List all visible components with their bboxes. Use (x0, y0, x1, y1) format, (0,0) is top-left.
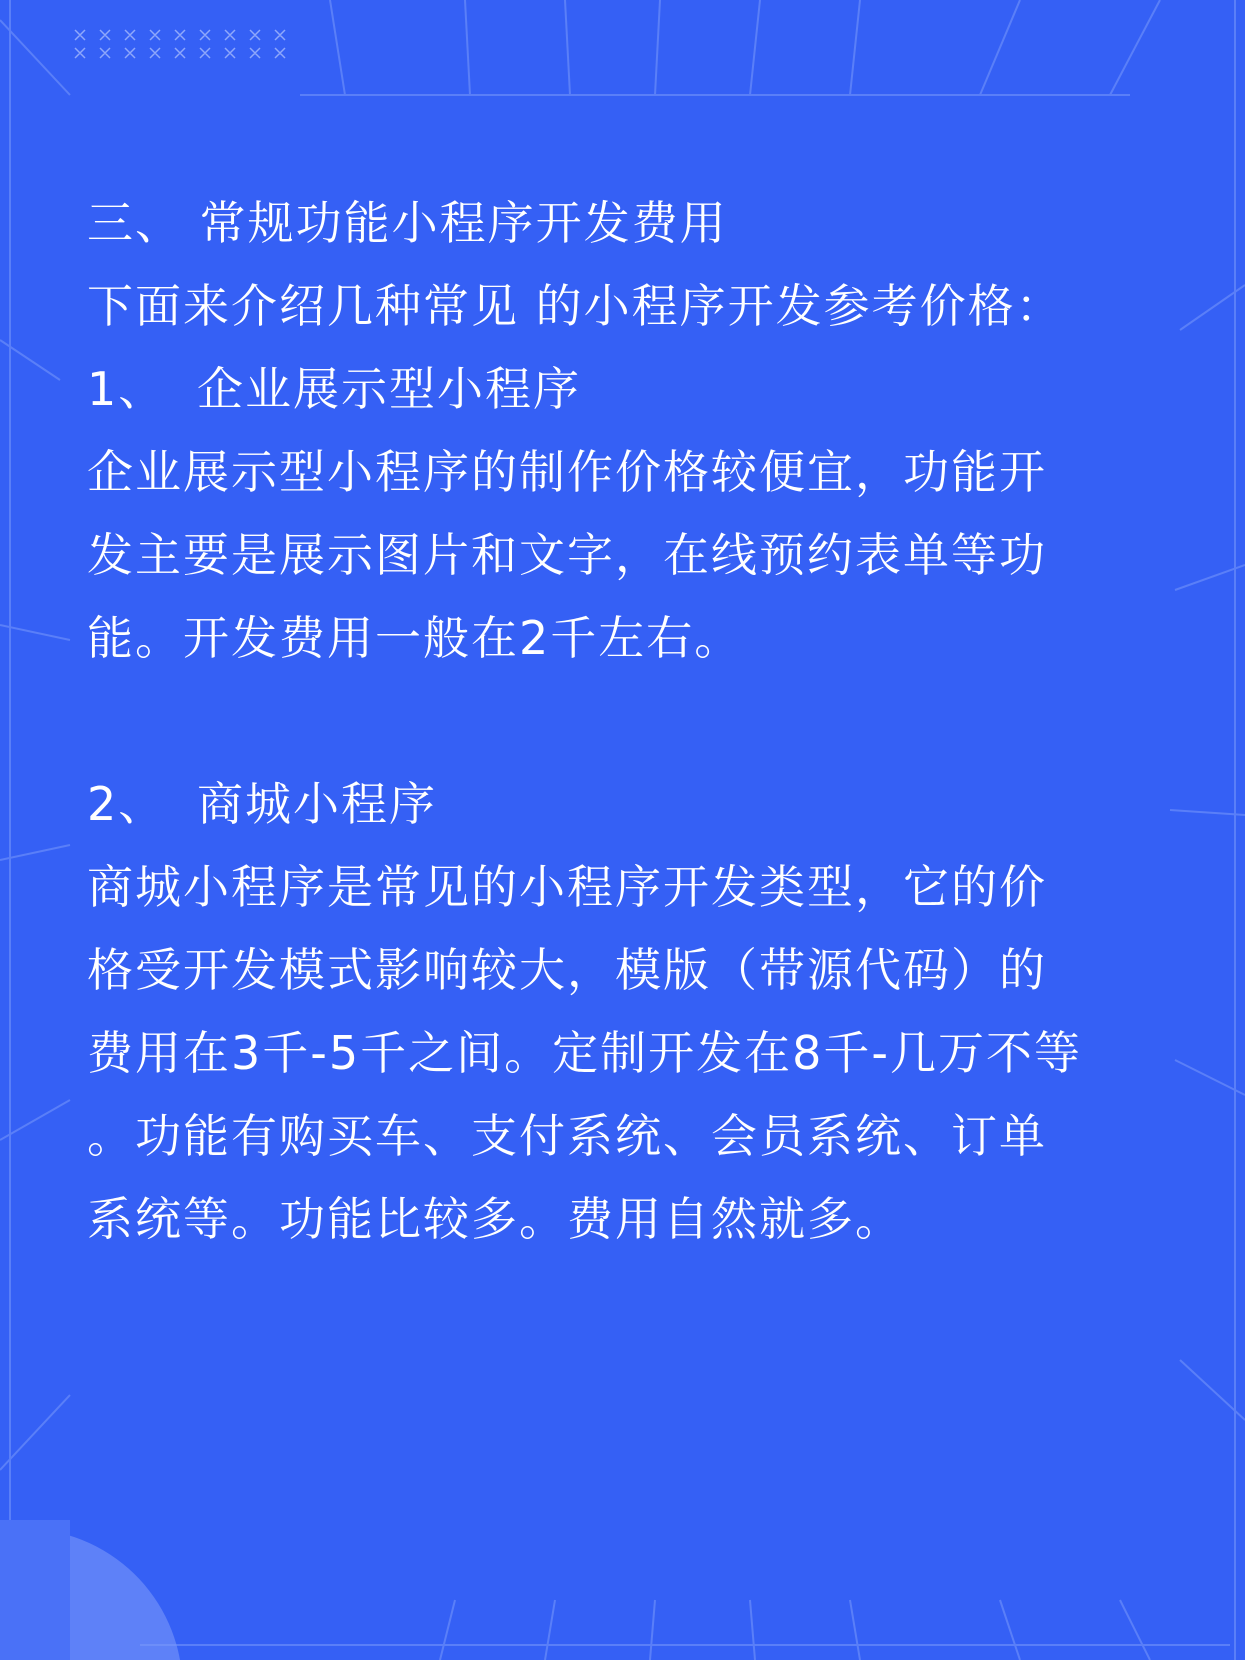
deco-diagonal (980, 0, 1020, 95)
deco-diagonal (750, 1600, 755, 1660)
paragraph-line: 格受开发模式影响较大，模版（带源代码）的 (87, 943, 1047, 997)
deco-diagonal (1170, 810, 1245, 815)
list-item-heading (87, 348, 1167, 431)
paragraph-line: 。功能有购买车、支付系统、会员系统、订单 (87, 1109, 1047, 1163)
paragraph-spacer (87, 680, 1167, 763)
deco-diagonal (565, 0, 570, 95)
paragraph-line: 企业展示型小程序的制作价格较便宜，功能开 (87, 445, 1047, 499)
deco-diagonal (330, 0, 345, 95)
corner-block (0, 1520, 70, 1660)
deco-diagonal (465, 0, 470, 95)
deco-diagonal (1000, 1600, 1020, 1660)
section-heading: 三、 常规功能小程序开发费用 (87, 196, 728, 250)
deco-diagonal (850, 1600, 860, 1660)
paragraph-line: 能。开发费用一般在2千左右。 (87, 611, 743, 665)
deco-diagonal (545, 1600, 555, 1660)
paragraph-line: 商城小程序是常见的小程序开发类型，它的价 (87, 860, 1047, 914)
paragraph-line: 费用在3千-5千之间。定制开发在8千-几万不等 (87, 1026, 1082, 1080)
intro-text: 下面来介绍几种常见 的小程序开发参考价格： (87, 279, 1064, 333)
deco-diagonal (440, 1600, 455, 1660)
list-title: 企业展示型小程序 (197, 362, 581, 416)
list-number: 1、 (87, 362, 167, 416)
article-body (87, 182, 1167, 1261)
deco-diagonal (750, 0, 760, 95)
deco-diagonal (850, 0, 860, 95)
cross-pattern (75, 30, 285, 58)
deco-diagonal (1110, 0, 1160, 95)
deco-diagonal (1120, 1600, 1150, 1660)
deco-diagonal (655, 0, 660, 95)
paragraph-line: 发主要是展示图片和文字，在线预约表单等功 (87, 528, 1047, 582)
list-title: 商城小程序 (197, 777, 437, 831)
list-item-heading (87, 763, 1167, 846)
list-number: 2、 (87, 777, 167, 831)
deco-diagonal (650, 1600, 655, 1660)
paragraph-line: 系统等。功能比较多。费用自然就多。 (87, 1192, 903, 1246)
